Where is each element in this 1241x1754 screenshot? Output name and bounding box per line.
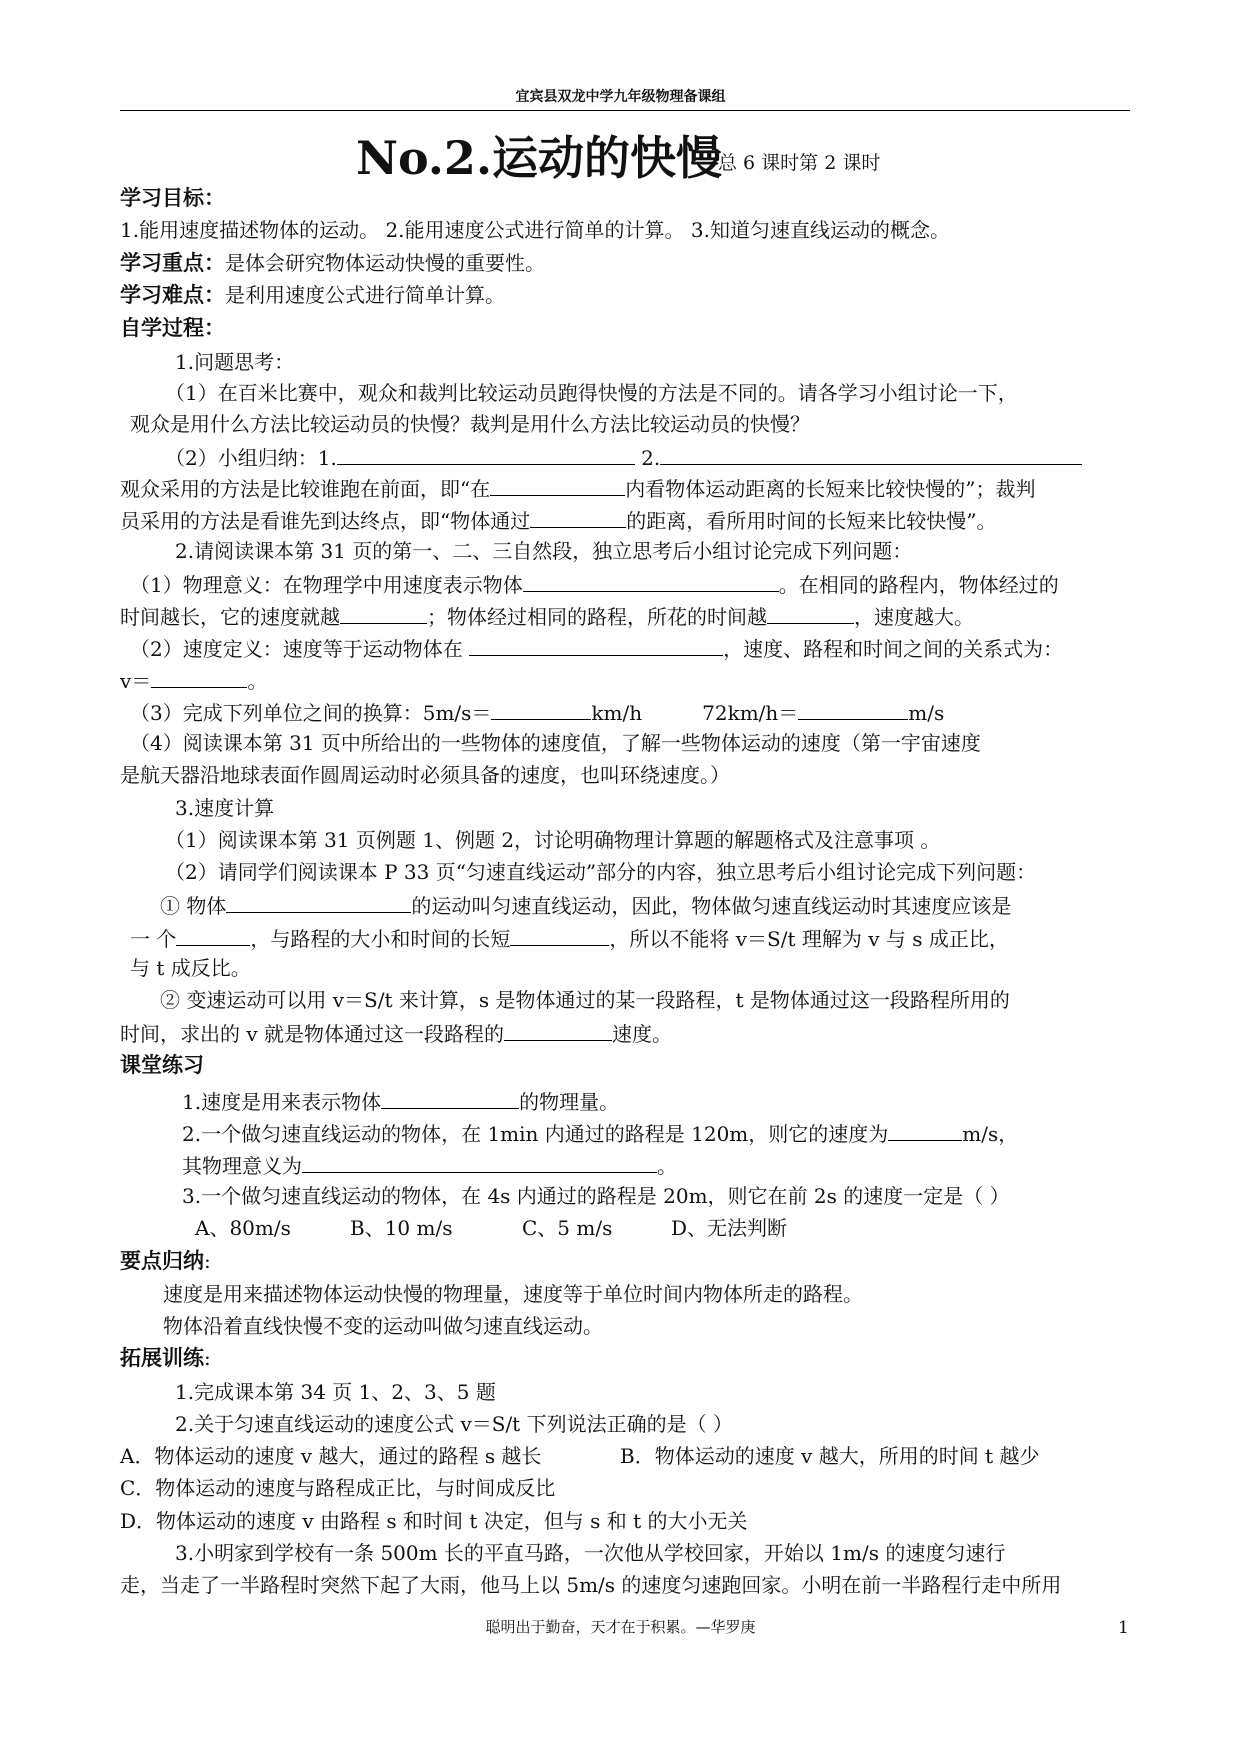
answer-blank[interactable] — [491, 701, 591, 720]
q3-circled-line: 与 t 成反比。 — [130, 956, 251, 980]
q2-meaning-line — [130, 573, 1059, 595]
text: （2）小组归纳：1. — [165, 446, 337, 470]
practice-item — [182, 1122, 1018, 1144]
extension-option-c: C．物体运动的速度与路程成正比，与时间成反比 — [120, 1476, 556, 1500]
extension-colon: : — [204, 1346, 211, 1370]
text: km/h — [591, 701, 643, 725]
answer-blank[interactable] — [226, 894, 411, 913]
text: ；物体经过相同的路程，所花的时间越 — [427, 605, 767, 629]
text: 一 个 — [130, 927, 177, 951]
lesson-note: 总 6 课时第 2 课时 — [718, 152, 881, 174]
q3-circled-line — [130, 927, 1009, 949]
text: m/s — [908, 701, 945, 725]
extension-label: 拓展训练 — [120, 1346, 204, 1370]
q2-title: 2.请阅读课本第 31 页的第一、二、三自然段，独立思考后小组讨论完成下列问题： — [175, 539, 913, 563]
difficulty-label: 学习难点： — [120, 283, 225, 307]
q1-paragraph-line: （1）在百米比赛中，观众和裁判比较运动员跑得快慢的方法是不同的。请各学习小组讨论一下， — [165, 381, 1018, 405]
self-study-label: 自学过程： — [120, 316, 225, 340]
extension-option-d: D．物体运动的速度 v 由路程 s 和时间 t 决定，但与 s 和 t 的大小无关 — [120, 1509, 748, 1533]
text: 1.速度是用来表示物体 — [182, 1090, 382, 1114]
q2-reading-line: 是航天器沿地球表面作圆周运动时必须具备的速度，也叫环绕速度。） — [120, 763, 730, 787]
q2-formula-line — [120, 669, 267, 691]
summary-heading — [120, 1251, 211, 1272]
text: 2.一个做匀速直线运动的物体，在 1min 内通过的路程是 120m，则它的速度为 — [182, 1122, 889, 1146]
q3-item: （1）阅读课本第 31 页例题 1、例题 2，讨论明确物理计算题的解题格式及注意事项 。 — [165, 828, 941, 852]
text: 的物理量。 — [519, 1090, 620, 1114]
answer-blank[interactable] — [302, 1154, 657, 1173]
text: 。 — [247, 669, 268, 693]
objectives-label: 学习目标： — [120, 186, 225, 210]
extension-item: 1.完成课本第 34 页 1、2、3、5 题 — [175, 1380, 496, 1404]
summary-text: 物体沿着直线快慢不变的运动叫做匀速直线运动。 — [163, 1314, 603, 1338]
extension-item: 2.关于匀速直线运动的速度公式 v＝S/t 下列说法正确的是（ ） — [175, 1412, 733, 1436]
practice-item — [182, 1154, 677, 1176]
text: 时间，求出的 v 就是物体通过这一段路程的 — [120, 1022, 505, 1046]
text: 其物理意义为 — [182, 1154, 302, 1178]
practice-option-a: A、80m/s — [195, 1216, 291, 1240]
answer-blank[interactable] — [176, 927, 250, 946]
answer-blank[interactable] — [660, 446, 1082, 465]
q1-audience-line — [120, 477, 1035, 499]
key-point-label: 学习重点： — [120, 251, 225, 275]
answer-blank[interactable] — [530, 509, 626, 528]
difficulty-line — [120, 285, 505, 306]
text: 员采用的方法是看谁先到达终点，即“物体通过 — [120, 509, 531, 533]
q2-conversion-line — [130, 701, 944, 723]
answer-blank[interactable] — [381, 1090, 519, 1109]
summary-label: 要点归纳 — [120, 1249, 204, 1273]
extension-item: 3.小明家到学校有一条 500m 长的平直马路，一次他从学校回家，开始以 1m/s 的速度匀速行 — [175, 1541, 1006, 1565]
answer-blank[interactable] — [340, 605, 427, 624]
page-title: No.2.运动的快慢 — [356, 131, 722, 185]
header-rule — [120, 110, 1130, 111]
q3-circled-line — [120, 1022, 672, 1044]
answer-blank[interactable] — [337, 446, 635, 465]
q3-circled-line: ② 变速运动可以用 v＝S/t 来计算，s 是物体通过的某一段路程，t 是物体通过这一段路程所用的 — [160, 988, 1010, 1012]
text: （1）物理意义：在物理学中用速度表示物体 — [130, 573, 523, 597]
q1-title: 1.问题思考： — [175, 350, 295, 374]
answer-blank[interactable] — [469, 637, 723, 656]
q3-title: 3.速度计算 — [175, 796, 275, 820]
key-point-line — [120, 253, 545, 274]
practice-option-c: C、5 m/s — [522, 1216, 613, 1240]
answer-blank[interactable] — [767, 605, 854, 624]
text: 的距离，看所用时间的长短来比较快慢”。 — [626, 509, 997, 533]
answer-blank[interactable] — [490, 477, 625, 496]
practice-option-b: B、10 m/s — [350, 1216, 453, 1240]
difficulty-text: 是利用速度公式进行简单计算。 — [225, 283, 505, 307]
q3-item: （2）请同学们阅读课本 P 33 页“匀速直线运动”部分的内容，独立思考后小组讨论完成下列问题： — [165, 860, 1037, 884]
text: 72km/h＝ — [702, 701, 799, 725]
page-number: 1 — [1118, 1618, 1129, 1638]
text: ，速度、路程和时间之间的关系式为： — [723, 637, 1064, 661]
footer-quote: 聪明出于勤奋，天才在于积累。—华罗庚 — [485, 1618, 756, 1636]
extension-heading — [120, 1348, 211, 1369]
text: 。 — [657, 1154, 677, 1178]
text: 观众采用的方法是比较谁跑在前面，即“在 — [120, 477, 491, 501]
q2-reading-line: （4）阅读课本第 31 页中所给出的一些物体的速度值，了解一些物体运动的速度（第一宇宙速度 — [130, 731, 981, 755]
text: 。在相同的路程内，物体经过的 — [778, 573, 1059, 597]
text: 内看物体运动距离的长短来比较快慢的”；裁判 — [625, 477, 1036, 501]
summary-text: 速度是用来描述物体运动快慢的物理量，速度等于单位时间内物体所走的路程。 — [163, 1282, 863, 1306]
practice-item — [182, 1090, 619, 1112]
text: 的运动叫匀速直线运动，因此，物体做匀速直线运动时其速度应该是 — [411, 894, 1012, 918]
text: 速度。 — [612, 1022, 673, 1046]
objectives-items: 1.能用速度描述物体的运动。 2.能用速度公式进行简单的计算。 3.知道匀速直线运动的概念。 — [120, 218, 950, 242]
extension-item: 走，当走了一半路程时突然下起了大雨，他马上以 5m/s 的速度匀速跑回家。小明在前一半路程行走中所用 — [120, 1573, 1062, 1597]
extension-option-a: A．物体运动的速度 v 越大，通过的路程 s 越长 — [120, 1444, 542, 1468]
practice-option-d: D、无法判断 — [671, 1216, 788, 1240]
text: ① 物体 — [160, 894, 227, 918]
answer-blank[interactable] — [510, 927, 609, 946]
text: m/s， — [962, 1122, 1019, 1146]
answer-blank[interactable] — [798, 701, 908, 720]
practice-item: 3.一个做匀速直线运动的物体，在 4s 内通过的路程是 20m，则它在前 2s 的速度一定是（ ） — [182, 1184, 1010, 1208]
q2-definition-line — [130, 637, 1063, 659]
text: 2. — [641, 446, 661, 470]
text: ，与路程的大小和时间的长短 — [250, 927, 511, 951]
q2-meaning-line — [120, 605, 974, 627]
extension-option-b: B．物体运动的速度 v 越大，所用的时间 t 越少 — [620, 1444, 1040, 1468]
answer-blank[interactable] — [504, 1022, 612, 1041]
text: ，速度越大。 — [854, 605, 974, 629]
answer-blank[interactable] — [888, 1122, 962, 1141]
summary-colon: : — [204, 1249, 211, 1273]
answer-blank[interactable] — [151, 669, 247, 688]
text: v＝ — [120, 669, 152, 693]
practice-label: 课堂练习 — [120, 1053, 204, 1077]
q1-referee-line — [120, 509, 996, 531]
text: ，所以不能将 v＝S/t 理解为 v 与 s 成正比， — [609, 927, 1009, 951]
text: （3）完成下列单位之间的换算：5m/s＝ — [130, 701, 492, 725]
text: 时间越长，它的速度就越 — [120, 605, 340, 629]
q3-circled-line — [160, 894, 1011, 916]
answer-blank[interactable] — [523, 573, 779, 592]
text: （2）速度定义：速度等于运动物体在 — [130, 637, 463, 661]
q1-paragraph-line: 观众是用什么方法比较运动员的快慢？裁判是用什么方法比较运动员的快慢？ — [130, 412, 810, 436]
key-point-text: 是体会研究物体运动快慢的重要性。 — [225, 251, 545, 275]
page-header: 宜宾县双龙中学九年级物理备课组 — [515, 89, 726, 105]
q1-group-summary — [165, 446, 1082, 468]
